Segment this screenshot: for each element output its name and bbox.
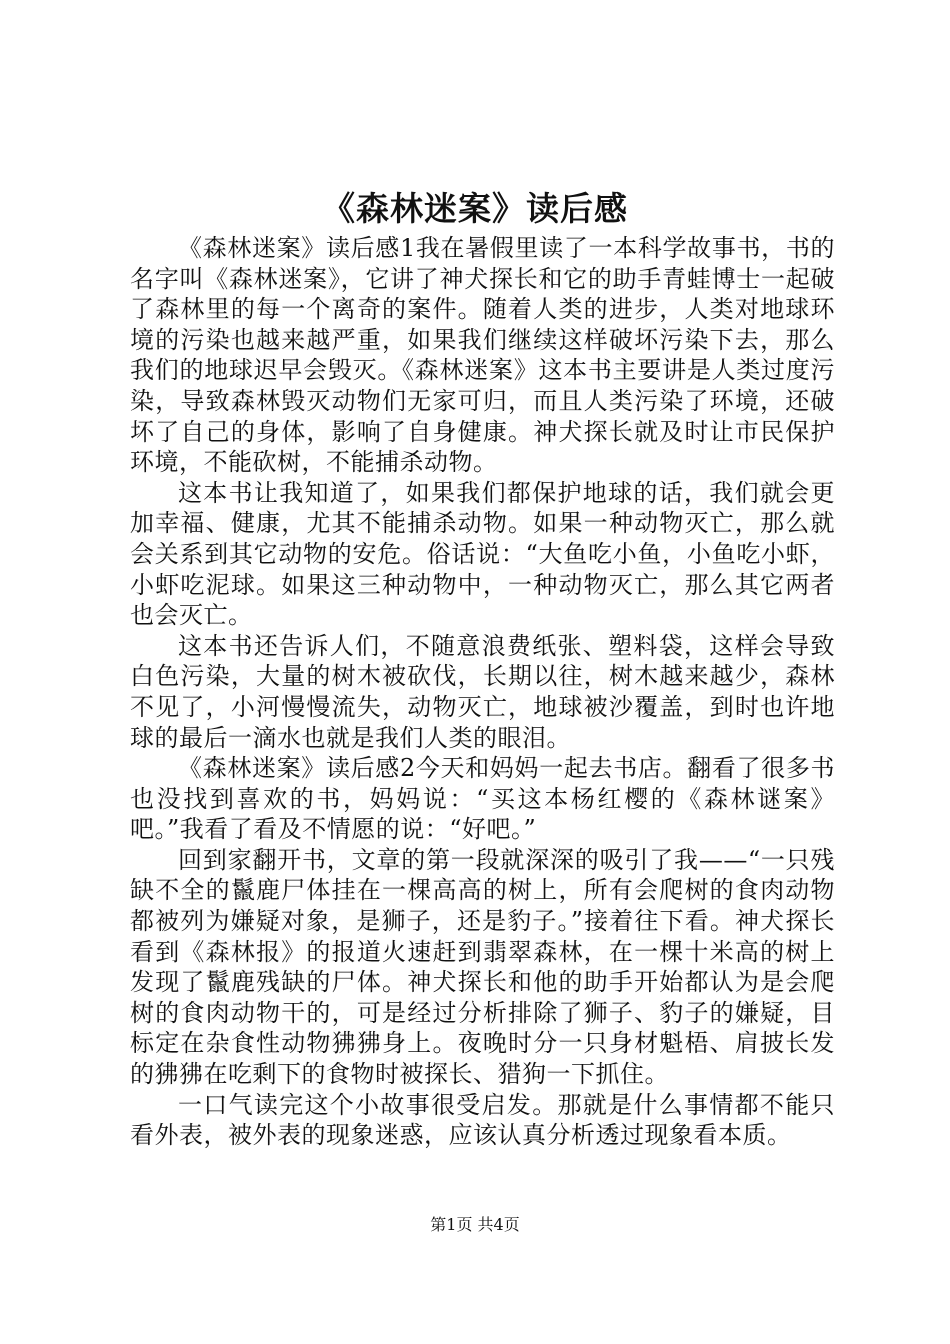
paragraph: 《森林迷案》读后感2今天和妈妈一起去书店。翻看了很多书也没找到喜欢的书，妈妈说：“买这本杨红樱的《森林谜案》吧。”我看了看及不情愿的说：“好吧。” [130, 754, 835, 844]
document-title: 《森林迷案》读后感 [322, 189, 628, 228]
paragraph: 这本书还告诉人们，不随意浪费纸张、塑料袋，这样会导致白色污染，大量的树木被砍伐，长期以往，树木越来越少，森林不见了，小河慢慢流失，动物灭亡，地球被沙覆盖，到时也许地球的最后一滴水也就是我们人类的眼泪。 [130, 631, 835, 752]
paragraph: 《森林迷案》读后感1我在暑假里读了一本科学故事书，书的名字叫《森林迷案》，它讲了神犬探长和它的助手青蛙博士一起破了森林里的每一个离奇的案件。随着人类的进步，人类对地球环境的污染也越来越严重，如果我们继续这样破坏污染下去，那么我们的地球迟早会毁灭。《森林迷案》这本书主要讲是人类过度污染，导致森林毁灭动物们无家可归，而且人类污染了环境，还破坏了自己的身体，影响了自身健康。神犬探长就及时让市民保护环境，不能砍树，不能捕杀动物。 [130, 234, 835, 477]
paragraph: 这本书让我知道了，如果我们都保护地球的话，我们就会更加幸福、健康，尤其不能捕杀动物。如果一种动物灭亡，那么就会关系到其它动物的安危。俗话说：“大鱼吃小鱼，小鱼吃小虾，小虾吃泥球。如果这三种动物中，一种动物灭亡，那么其它两者也会灭亡。 [130, 478, 835, 630]
paragraph: 一口气读完这个小故事很受启发。那就是什么事情都不能只看外表，被外表的现象迷惑，应该认真分析透过现象看本质。 [130, 1090, 835, 1150]
page-number-footer: 第1页 共4页 [430, 1215, 520, 1234]
document-body [130, 233, 835, 1151]
paragraph: 回到家翻开书，文章的第一段就深深的吸引了我——“一只残缺不全的鬣鹿尸体挂在一棵高高的树上，所有会爬树的食肉动物都被列为嫌疑对象，是狮子，还是豹子。”接着往下看。神犬探长看到《森林报》的报道火速赶到翡翠森林，在一棵十米高的树上发现了鬣鹿残缺的尸体。神犬探长和他的助手开始都认为是会爬树的食肉动物干的，可是经过分析排除了狮子、豹子的嫌疑，目标定在杂食性动物狒狒身上。夜晚时分一只身材魁梧、肩披长发的狒狒在吃剩下的食物时被探长、猎狗一下抓住。 [130, 845, 835, 1089]
